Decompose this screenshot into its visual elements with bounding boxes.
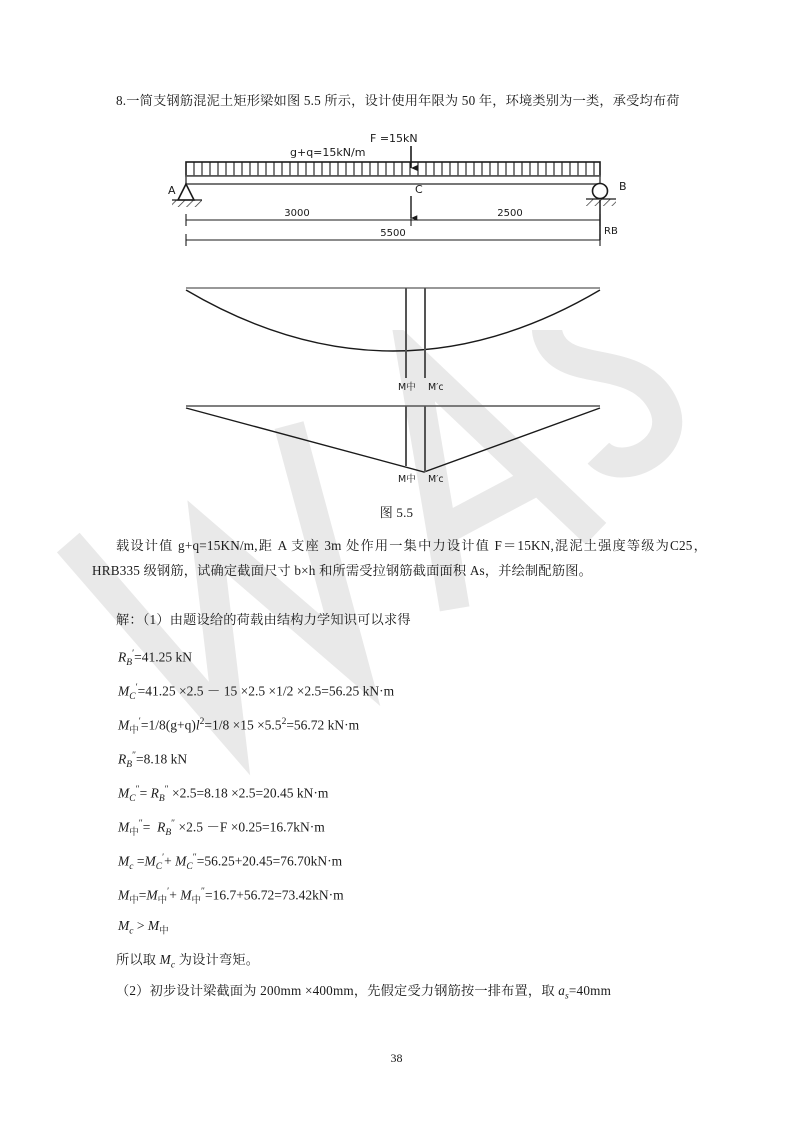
moment-mid-label-2: M中 bbox=[398, 474, 416, 485]
moment-diagram-parabolic bbox=[186, 288, 600, 378]
moment-mid-label-1: M中 bbox=[398, 382, 416, 393]
dimension-right-label: 2500 bbox=[497, 208, 523, 219]
dimension-line-segments bbox=[186, 214, 600, 226]
figure-caption: 图 5.5 bbox=[379, 505, 414, 520]
support-b bbox=[586, 184, 616, 207]
distributed-load-label: g+q=15kN/m bbox=[290, 146, 366, 159]
point-load-label: F =15kN bbox=[370, 132, 418, 145]
equation-mc-prime: $M_C'=41.25 \times 2.5 - 15 \times 2.5 \times 1/2 \times 2.5=56.25$ kN·m bbox=[118, 683, 395, 703]
page-number: 38 bbox=[390, 1051, 403, 1065]
moment-diagram-triangular bbox=[186, 406, 600, 472]
moment-c-label-1: M′c bbox=[428, 382, 444, 393]
distributed-load-band bbox=[186, 162, 600, 176]
equation-mc-dprime: $M_C''= R_B'' \times 2.5=8.18 \times 2.5=20.45$ kN·m bbox=[118, 785, 329, 805]
support-a-label: A bbox=[168, 184, 176, 197]
point-c-label: C bbox=[415, 183, 423, 196]
reaction-b-label: RB bbox=[604, 226, 618, 237]
support-b-label: B bbox=[619, 180, 627, 193]
dimension-total-label: 5500 bbox=[380, 228, 406, 239]
dimension-left-label: 3000 bbox=[284, 208, 310, 219]
moment-c-label-2: M′c bbox=[428, 474, 444, 485]
beam-figure bbox=[0, 130, 793, 490]
conclusion-line-2: （2）初步设计梁截面为 200mm ×400mm，先假定受力钢筋按一排布置，取 $a_s=40mm$ bbox=[116, 983, 612, 1002]
equation-mmid-total: $M_中=M_中'+ M_中''=16.7+56.72=73.42kN\cdot m$ bbox=[118, 887, 344, 907]
symbol-mc: M bbox=[159, 952, 171, 967]
conclusion-line-1: 所以取 $M_c$ 为设计弯矩。 bbox=[116, 952, 260, 971]
solution-lead: 解：（1）由题设给的荷载由结构力学知识可以求得 bbox=[116, 612, 411, 627]
equation-mmid-dprime: $M_中''= R_B'' \times 2.5 -F \times 0.25=16.7kN\cdot m$ bbox=[118, 819, 325, 839]
equation-list bbox=[118, 637, 718, 943]
equation-comparison: $M_c > M_中$ bbox=[118, 918, 169, 937]
equation-mc-total: $M_c =M_C'+ M_C''=56.25+20.45=76.70kN\cdot m$ bbox=[118, 853, 343, 873]
equation-mmid-prime: $M_中'=1/8(g+q)l^2=1/8 \times 15 \times 5.5^2=56.72$ kN·m bbox=[118, 717, 360, 737]
beam-member bbox=[186, 176, 600, 184]
equation-rb-dprime: $R_B''=8.18$ kN bbox=[118, 751, 188, 771]
equation-rb-prime: $R_B'=41.25$ kN bbox=[118, 649, 193, 669]
body-text: 载设计值 g+q=15KN/m,距 A 支座 3m 处作用一集中力设计值 F＝15KN,混泥土强度等级为C25，HRB335 级钢筋，试确定截面尺寸 b×h 和所需受拉钢筋截面面积 As，并绘制配筋图。 bbox=[92, 538, 707, 578]
support-a bbox=[172, 184, 202, 207]
problem-statement: 8.一简支钢筋混泥土矩形梁如图 5.5 所示，设计使用年限为 50 年，环境类别为一类，承受均布荷 bbox=[116, 93, 680, 108]
